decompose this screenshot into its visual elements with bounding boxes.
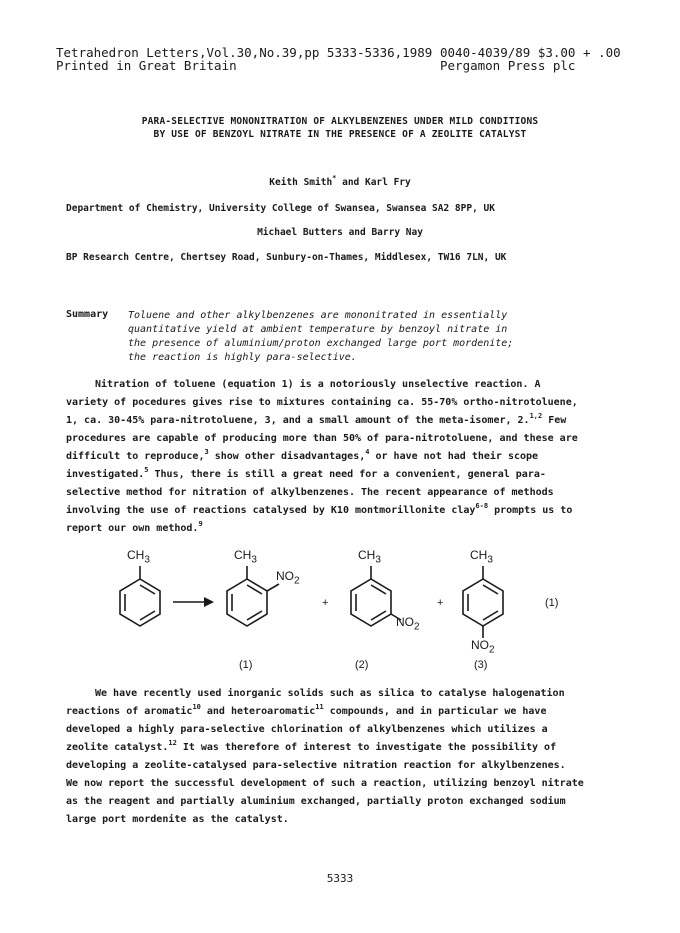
text-span: reactions of aromatic <box>66 706 193 717</box>
para1-line <box>66 520 203 538</box>
para1-line: procedures are capable of producing more than 50% of para-nitrotoluene, and these are <box>66 433 578 444</box>
para1-line: variety of pocedures gives rise to mixtures containing ca. 55-70% ortho-nitrotoluene, <box>66 397 578 408</box>
issn-price: 0040-4039/89 $3.00 + .00 <box>440 45 621 60</box>
benzene-ring-para <box>463 579 503 626</box>
ch3-label <box>234 548 257 565</box>
text-span: Thus, there is still a great need for a convenient, general para- <box>148 469 546 480</box>
text-span: It was therefore of interest to investigate the possibility of <box>176 742 557 753</box>
author-name: Keith Smith <box>269 177 333 188</box>
text-span: investigated. <box>66 469 145 480</box>
para2-line <box>66 739 556 757</box>
para2-line: We now report the successful development of such a reaction, utilizing benzoyl nitrate <box>66 778 584 789</box>
printed-in: Printed in Great Britain <box>56 58 237 73</box>
compound-label-1: (1) <box>239 659 253 671</box>
subscript: 3 <box>251 554 257 566</box>
para1-line: selective method for nitration of alkylbenzenes. The recent appearance of methods <box>66 487 554 498</box>
text-span: involving the use of reactions catalysed by K10 montmorillonite clay <box>66 505 476 516</box>
compound-label-3: (3) <box>474 659 488 671</box>
para1-line <box>66 412 566 430</box>
authors-1 <box>0 174 680 188</box>
affiliation-1: Department of Chemistry, University College of Swansea, Swansea SA2 8PP, UK <box>66 203 495 214</box>
summary-line: quantitative yield at ambient temperature by benzoyl nitrate in <box>128 324 508 335</box>
para1-line <box>66 448 538 466</box>
subscript: 3 <box>144 554 150 566</box>
text-span: CH <box>234 548 252 562</box>
text-span: CH <box>127 548 145 562</box>
summary-line: Toluene and other alkylbenzenes are mononitrated in essentially <box>128 310 508 321</box>
text-span: zeolite catalyst. <box>66 742 169 753</box>
para1-line: Nitration of toluene (equation 1) is a notoriously unselective reaction. A <box>95 379 541 390</box>
no2-label <box>471 638 495 655</box>
citation: 11 <box>315 703 324 711</box>
page-number: 5333 <box>326 872 354 885</box>
text-span: NO <box>276 569 294 583</box>
citation: 12 <box>168 739 177 747</box>
affiliation-2: BP Research Centre, Chertsey Road, Sunbury-on-Thames, Middlesex, TW16 7LN, UK <box>66 252 507 263</box>
para1-line <box>66 466 546 484</box>
citation: 4 <box>365 448 370 456</box>
subscript: 3 <box>375 554 381 566</box>
citation: 9 <box>198 520 203 528</box>
corresponding-mark: * <box>332 174 337 182</box>
summary-label: Summary <box>66 309 109 320</box>
text-span: report our own method. <box>66 523 199 534</box>
subscript: 2 <box>489 644 495 656</box>
plus-sign: + <box>322 597 329 609</box>
plus-sign: + <box>437 597 444 609</box>
text-span: CH <box>470 548 488 562</box>
para2-line: We have recently used inorganic solids such as silica to catalyse halogenation <box>95 688 565 699</box>
ch3-label <box>470 548 493 565</box>
para2-line <box>66 703 546 721</box>
equation-number: (1) <box>545 597 559 609</box>
journal-citation: Tetrahedron Letters,Vol.30,No.39,pp 5333-5336,1989 <box>56 45 433 60</box>
authors-2: Michael Butters and Barry Nay <box>257 227 423 238</box>
citation: 10 <box>192 703 201 711</box>
para2-line: as the reagent and partially aluminium exchanged, partially proton exchanged sodium <box>66 796 566 807</box>
text-span: CH <box>358 548 376 562</box>
text-span: NO <box>471 638 489 652</box>
ch3-label <box>358 548 381 565</box>
text-span: Few <box>542 415 567 426</box>
benzene-ring-toluene <box>120 579 160 626</box>
ch3-label <box>127 548 150 565</box>
compound-label-2: (2) <box>355 659 369 671</box>
benzene-ring-ortho <box>227 579 267 626</box>
text-span: compounds, and in particular we have <box>323 706 547 717</box>
para2-line: developing a zeolite-catalysed para-selective nitration reaction for alkylbenzenes. <box>66 760 566 771</box>
para2-line: developed a highly para-selective chlorination of alkylbenzenes which utilizes a <box>66 724 548 735</box>
citation: 5 <box>144 466 149 474</box>
benzene-ring-meta <box>351 579 391 626</box>
para1-line <box>66 502 572 520</box>
text-span: prompts us to <box>488 505 573 516</box>
title-line-1: PARA-SELECTIVE MONONITRATION OF ALKYLBENZENES UNDER MILD CONDITIONS <box>141 116 539 127</box>
author-name-2: and Karl Fry <box>336 177 411 188</box>
summary-line: the reaction is highly para-selective. <box>128 352 357 363</box>
title-line-2: BY USE OF BENZOYL NITRATE IN THE PRESENCE OF A ZEOLITE CATALYST <box>153 129 527 140</box>
equation-scheme <box>0 540 680 660</box>
text-span: 1, ca. 30-45% para-nitrotoluene, 3, and a small amount of the meta-isomer, 2. <box>66 415 530 426</box>
text-span: show other disadvantages, <box>208 451 366 462</box>
subscript: 2 <box>294 575 300 587</box>
summary-line: the presence of aluminium/proton exchanged large port mordenite; <box>128 338 514 349</box>
subscript: 3 <box>487 554 493 566</box>
citation: 1,2 <box>529 412 543 420</box>
no2-label <box>276 569 300 586</box>
subscript: 2 <box>414 621 420 633</box>
no2-label <box>396 615 420 632</box>
citation: 6-8 <box>475 502 489 510</box>
text-span: and heteroaromatic <box>200 706 316 717</box>
text-span: or have not had their scope <box>369 451 539 462</box>
publisher: Pergamon Press plc <box>440 58 576 73</box>
citation: 3 <box>204 448 209 456</box>
arrow-head <box>204 597 214 607</box>
text-span: NO <box>396 615 414 629</box>
para2-line: large port mordenite as the catalyst. <box>66 814 289 825</box>
text-span: difficult to reproduce, <box>66 451 205 462</box>
